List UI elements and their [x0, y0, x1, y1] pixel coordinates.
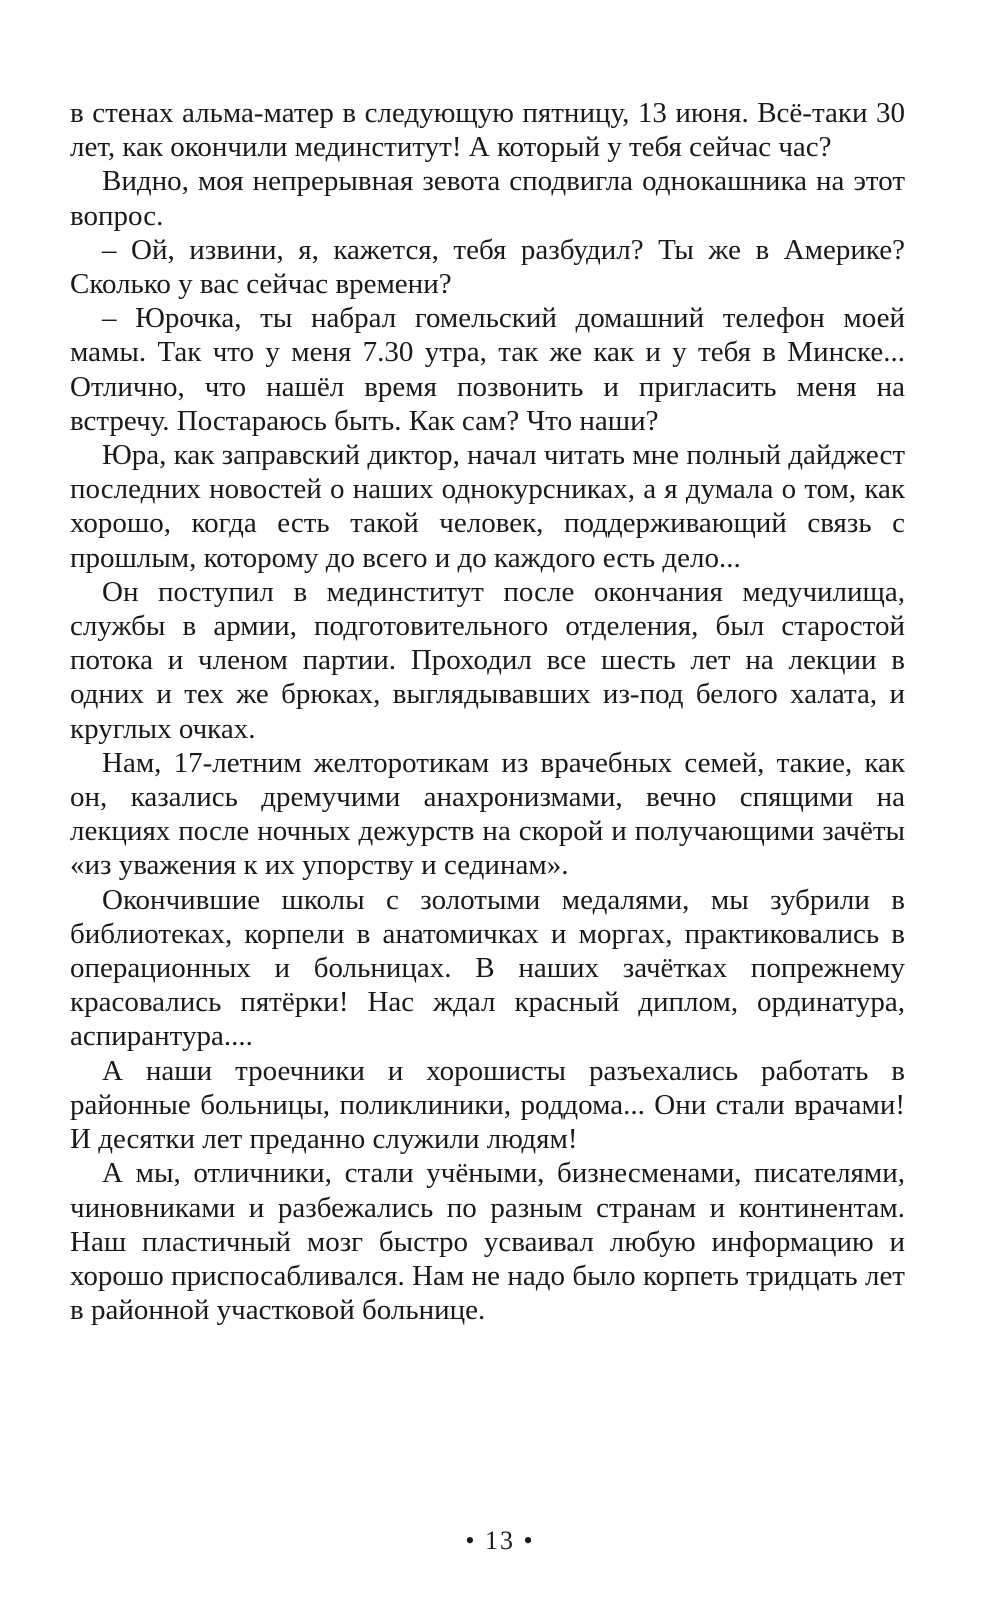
paragraph-10: А мы, отличники, стали учёными, бизнесменами, писателями, чиновниками и разбежались по разным странам и континентам. Наш пластичный мозг быстро усваивал любую информацию и хорошо приспосабливался. Нам не надо было корпеть тридцать лет в районной участковой больнице.	[70, 1157, 905, 1327]
paragraph-6: Он поступил в мединститут после окончания медучилища, службы в армии, подготовительного отделения, был старостой потока и членом партии. Проходил все шесть лет на лекции в одних и тех же брюках, выглядывавших из-под белого халата, и круглых очках.	[70, 575, 905, 745]
paragraph-8: Окончившие школы с золотыми медалями, мы зубрили в библиотеках, корпели в анатомичках и моргах, практиковались в операционных и больницах. В наших зачётках попрежнему красовались пятёрки! Нас ждал красный диплом, ординатура, аспирантура....	[70, 883, 905, 1053]
paragraph-9: А наши троечники и хорошисты разъехались работать в районные больницы, поликлиники, роддома... Они стали врачами! И десятки лет преданно служили людям!	[70, 1054, 905, 1156]
paragraph-3: – Ой, извини, я, кажется, тебя разбудил? Ты же в Америке? Сколько у вас сейчас времени?	[70, 233, 905, 301]
paragraph-1: в стенах альма-матер в следующую пятницу, 13 июня. Всё-таки 30 лет, как окончили мединститут! А который у тебя сейчас час?	[70, 97, 905, 164]
page-body	[70, 96, 905, 1327]
page-number: • 13 •	[465, 1526, 535, 1555]
paragraph-5: Юра, как заправский диктор, начал читать мне полный дайджест последних новостей о наших однокурсниках, а я думала о том, как хорошо, когда есть такой человек, поддерживающий связь с прошлым, которому до всего и до каждого есть дело...	[70, 439, 905, 574]
paragraph-2: Видно, моя непрерывная зевота сподвигла однокашника на этот вопрос.	[70, 165, 905, 232]
paragraph-7: Нам, 17-летним желторотикам из врачебных семей, такие, как он, казались дремучими анахронизмами, вечно спящими на лекциях после ночных дежурств на скорой и получающими зачёты «из уважения к их упорству и сединам».	[70, 746, 905, 882]
paragraph-4: – Юрочка, ты набрал гомельский домашний телефон моей мамы. Так что у меня 7.30 утра, так же как и у тебя в Минске... Отлично, что нашёл время позвонить и пригласить меня на встречу. Постараюсь быть. Как сам? Что наши?	[70, 302, 905, 437]
